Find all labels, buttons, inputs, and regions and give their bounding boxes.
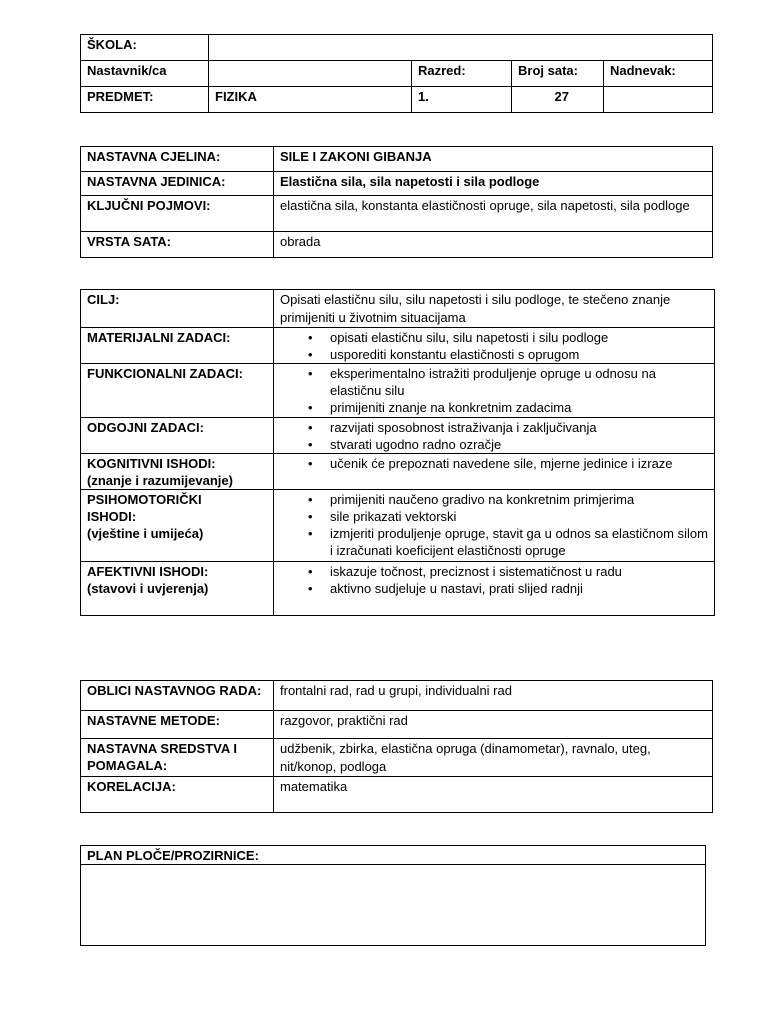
funkcionalni-label: FUNKCIONALNI ZADACI: [81, 364, 274, 418]
afektivni-label-line1: AFEKTIVNI ISHODI: [87, 564, 209, 579]
cjelina-label: NASTAVNA CJELINA: [81, 147, 274, 172]
korelacija-value: matematika [274, 777, 713, 813]
afektivni-cell [274, 562, 715, 616]
odgojni-label: ODGOJNI ZADACI: [81, 418, 274, 454]
list-item: • primijeniti naučeno gradivo na konkretnim primjerima [330, 491, 708, 508]
odgojni-cell [274, 418, 715, 454]
goals-table [80, 289, 715, 616]
list-item: • izmjeriti produljenje opruge, stavit ga u odnos sa elastičnom silom i izračunati koeficijent elastičnosti opruge [330, 525, 708, 559]
oblici-value: frontalni rad, rad u grupi, individualni rad [274, 681, 713, 711]
nadnevak-value [604, 87, 713, 113]
kognitivni-label-line1: KOGNITIVNI ISHODI: [87, 456, 216, 471]
korelacija-label: KORELACIJA: [81, 777, 274, 813]
skola-label: ŠKOLA: [81, 35, 209, 61]
pojmovi-label: KLJUČNI POJMOVI: [81, 196, 274, 232]
kognitivni-label-line2: (znanje i razumijevanje) [87, 473, 233, 488]
skola-value [209, 35, 713, 61]
materijalni-label: MATERIJALNI ZADACI: [81, 328, 274, 364]
list-item: • opisati elastičnu silu, silu napetosti i silu podloge [330, 329, 708, 346]
list-item: • iskazuje točnost, preciznost i sistematičnost u radu [330, 563, 708, 580]
predmet-value: FIZIKA [209, 87, 412, 113]
nastavnik-value [209, 61, 412, 87]
psihomotoricki-label-line2: ISHODI: [87, 509, 137, 524]
cilj-label: CILJ: [81, 290, 274, 328]
psihomotoricki-label-line1: PSIHOMOTORIČKI [87, 492, 202, 507]
funkcionalni-list [280, 365, 708, 416]
unit-table [80, 146, 713, 258]
nadnevak-label: Nadnevak: [604, 61, 713, 87]
metode-value: razgovor, praktični rad [274, 711, 713, 739]
sredstva-value: udžbenik, zbirka, elastična opruga (dinamometar), ravnalo, uteg, nit/konop, podloga [274, 739, 713, 777]
afektivni-label-line2: (stavovi i uvjerenja) [87, 581, 209, 596]
psihomotoricki-label [81, 490, 274, 562]
methods-table [80, 680, 713, 813]
razred-label: Razred: [412, 61, 512, 87]
list-item: • usporediti konstantu elastičnosti s oprugom [330, 346, 708, 363]
psihomotoricki-list [280, 491, 708, 559]
plan-value [81, 865, 706, 946]
psihomotoricki-cell [274, 490, 715, 562]
metode-label: NASTAVNE METODE: [81, 711, 274, 739]
cjelina-value: SILE I ZAKONI GIBANJA [274, 147, 713, 172]
odgojni-list [280, 419, 708, 453]
list-item: • stvarati ugodno radno ozračje [330, 436, 708, 453]
list-item: • aktivno sudjeluje u nastavi, prati slijed radnji [330, 580, 708, 597]
sredstva-label: NASTAVNA SREDSTVA I POMAGALA: [81, 739, 274, 777]
razred-value: 1. [412, 87, 512, 113]
kognitivni-list [280, 455, 708, 472]
materijalni-list [280, 329, 708, 363]
psihomotoricki-label-line3: (vještine i umijeća) [87, 526, 204, 541]
list-item: • razvijati sposobnost istraživanja i zaključivanja [330, 419, 708, 436]
predmet-label: PREDMET: [81, 87, 209, 113]
broj-sata-value: 27 [512, 87, 604, 113]
materijalni-cell [274, 328, 715, 364]
vrsta-label: VRSTA SATA: [81, 232, 274, 258]
jedinica-label: NASTAVNA JEDINICA: [81, 172, 274, 196]
cilj-value: Opisati elastičnu silu, silu napetosti i silu podloge, te stečeno znanje primijeniti u životnim situacijama [274, 290, 715, 328]
list-item: • eksperimentalno istražiti produljenje opruge u odnosu na elastičnu silu [330, 365, 708, 399]
nastavnik-label: Nastavnik/ca [81, 61, 209, 87]
list-item: • sile prikazati vektorski [330, 508, 708, 525]
board-plan-table [80, 845, 706, 946]
funkcionalni-cell [274, 364, 715, 418]
plan-label: PLAN PLOČE/PROZIRNICE: [81, 846, 706, 865]
afektivni-label [81, 562, 274, 616]
list-item: • primijeniti znanje na konkretnim zadacima [330, 399, 708, 416]
oblici-label: OBLICI NASTAVNOG RADA: [81, 681, 274, 711]
header-table [80, 34, 713, 113]
jedinica-value: Elastična sila, sila napetosti i sila podloge [274, 172, 713, 196]
afektivni-list [280, 563, 708, 597]
kognitivni-label [81, 454, 274, 490]
broj-sata-label: Broj sata: [512, 61, 604, 87]
list-item: • učenik će prepoznati navedene sile, mjerne jedinice i izraze [330, 455, 708, 472]
pojmovi-value: elastična sila, konstanta elastičnosti opruge, sila napetosti, sila podloge [274, 196, 713, 232]
vrsta-value: obrada [274, 232, 713, 258]
kognitivni-cell [274, 454, 715, 490]
